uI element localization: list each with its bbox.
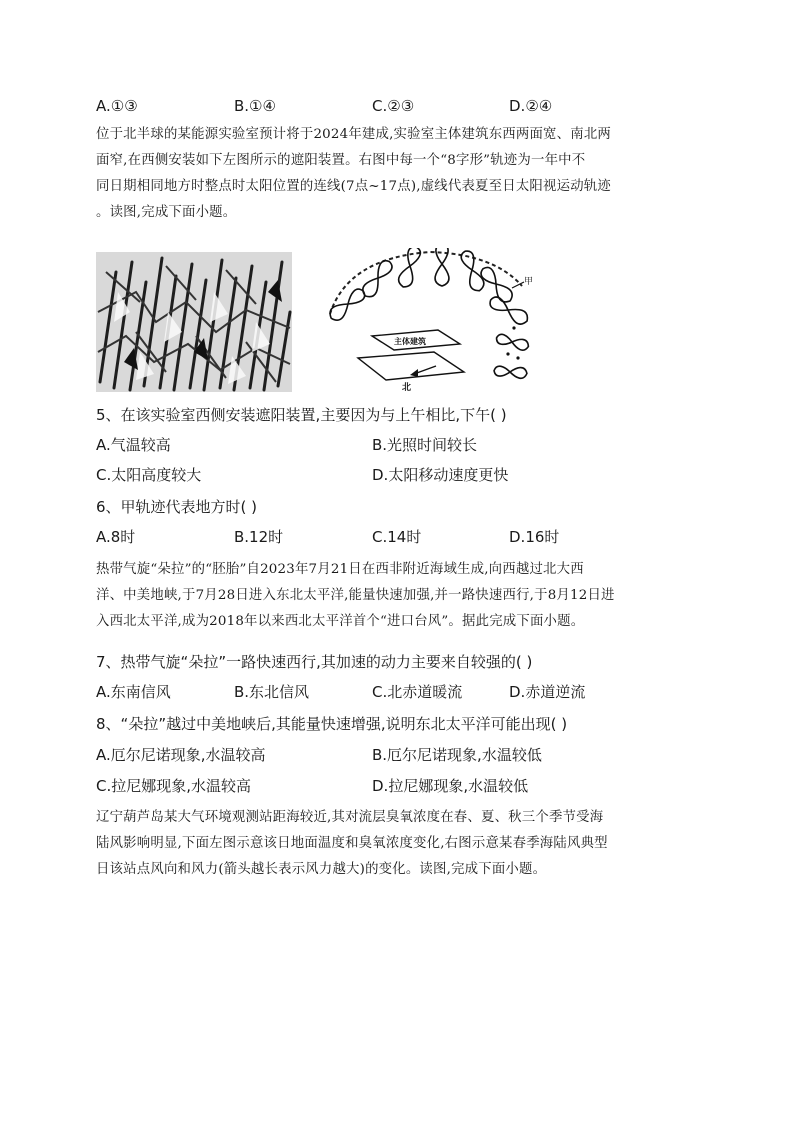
q6-option-d: D.16时 [509, 528, 560, 546]
passage-line: 日该站点风向和风力(箭头越长表示风力越大)的变化。读图,完成下面小题。 [96, 862, 547, 877]
q8-option-b: B.厄尔尼诺现象,水温较低 [372, 746, 542, 764]
passage-typhoon-dora [96, 557, 700, 635]
q5-option-b: B.光照时间较长 [372, 436, 478, 454]
label-main-building: 主体建筑 [394, 337, 426, 346]
q7-option-c: C.北赤道暖流 [372, 683, 463, 701]
q8-option-d: D.拉尼娜现象,水温较低 [372, 777, 529, 795]
q5-option-c: C.太阳高度较大 [96, 466, 202, 484]
q6-stem: 6、甲轨迹代表地方时( ) [96, 498, 258, 516]
q5-option-d: D.太阳移动速度更快 [372, 466, 509, 484]
q4-option-a: A.①③ [96, 97, 138, 115]
q4-option-b: B.①④ [234, 97, 276, 115]
q7-option-d: D.赤道逆流 [509, 683, 586, 701]
passage-ozone-station [96, 805, 700, 883]
q5-option-a: A.气温较高 [96, 436, 171, 454]
q4-option-d: D.②④ [509, 97, 553, 115]
label-jia: 甲 [524, 277, 534, 287]
passage-line: 辽宁葫芦岛某大气环境观测站距海较近,其对流层臭氧浓度在春、夏、秋三个季节受海 [96, 810, 604, 825]
passage-line: 陆风影响明显,下面左图示意该日地面温度和臭氧浓度变化,右图示意某春季海陆风典型 [96, 836, 608, 851]
q7-option-b: B.东北信风 [234, 683, 310, 701]
label-north: 北 [402, 383, 412, 393]
q5-stem: 5、在该实验室西侧安装遮阳装置,主要因为与上午相比,下午( ) [96, 406, 507, 424]
q4-option-c: C.②③ [372, 97, 415, 115]
passage-line: 面窄,在西侧安装如下左图所示的遮阳装置。右图中每一个“8字形”轨迹为一年中不 [96, 153, 586, 168]
passage-line: 热带气旋“朵拉”的“胚胎”自2023年7月21日在西非附近海域生成,向西越过北大西 [96, 562, 584, 577]
passage-line: 入西北太平洋,成为2018年以来西北太平洋首个“进口台风”。据此完成下面小题。 [96, 614, 585, 629]
q8-option-c: C.拉尼娜现象,水温较高 [96, 777, 252, 795]
passage-line: 。读图,完成下面小题。 [96, 205, 237, 220]
q6-option-a: A.8时 [96, 528, 136, 546]
sunshade-photo [96, 252, 292, 392]
passage-solar-lab [96, 122, 700, 226]
q7-stem: 7、热带气旋“朵拉”一路快速西行,其加速的动力主要来自较强的( ) [96, 653, 533, 671]
q7-option-a: A.东南信风 [96, 683, 171, 701]
passage-line: 位于北半球的某能源实验室预计将于2024年建成,实验室主体建筑东西两面宽、南北两 [96, 127, 612, 142]
q8-stem: 8、“朵拉”越过中美地峡后,其能量快速增强,说明东北太平洋可能出现( ) [96, 715, 568, 733]
passage-line: 洋、中美地峡,于7月28日进入东北太平洋,能量快速加强,并一路快速西行,于8月12日进 [96, 588, 615, 603]
analemma-diagram [318, 248, 538, 394]
passage-line: 同日期相同地方时整点时太阳位置的连线(7点~17点),虚线代表夏至日太阳视运动轨迹 [96, 179, 611, 194]
q8-option-a: A.厄尔尼诺现象,水温较高 [96, 746, 266, 764]
q6-option-b: B.12时 [234, 528, 284, 546]
q6-option-c: C.14时 [372, 528, 422, 546]
